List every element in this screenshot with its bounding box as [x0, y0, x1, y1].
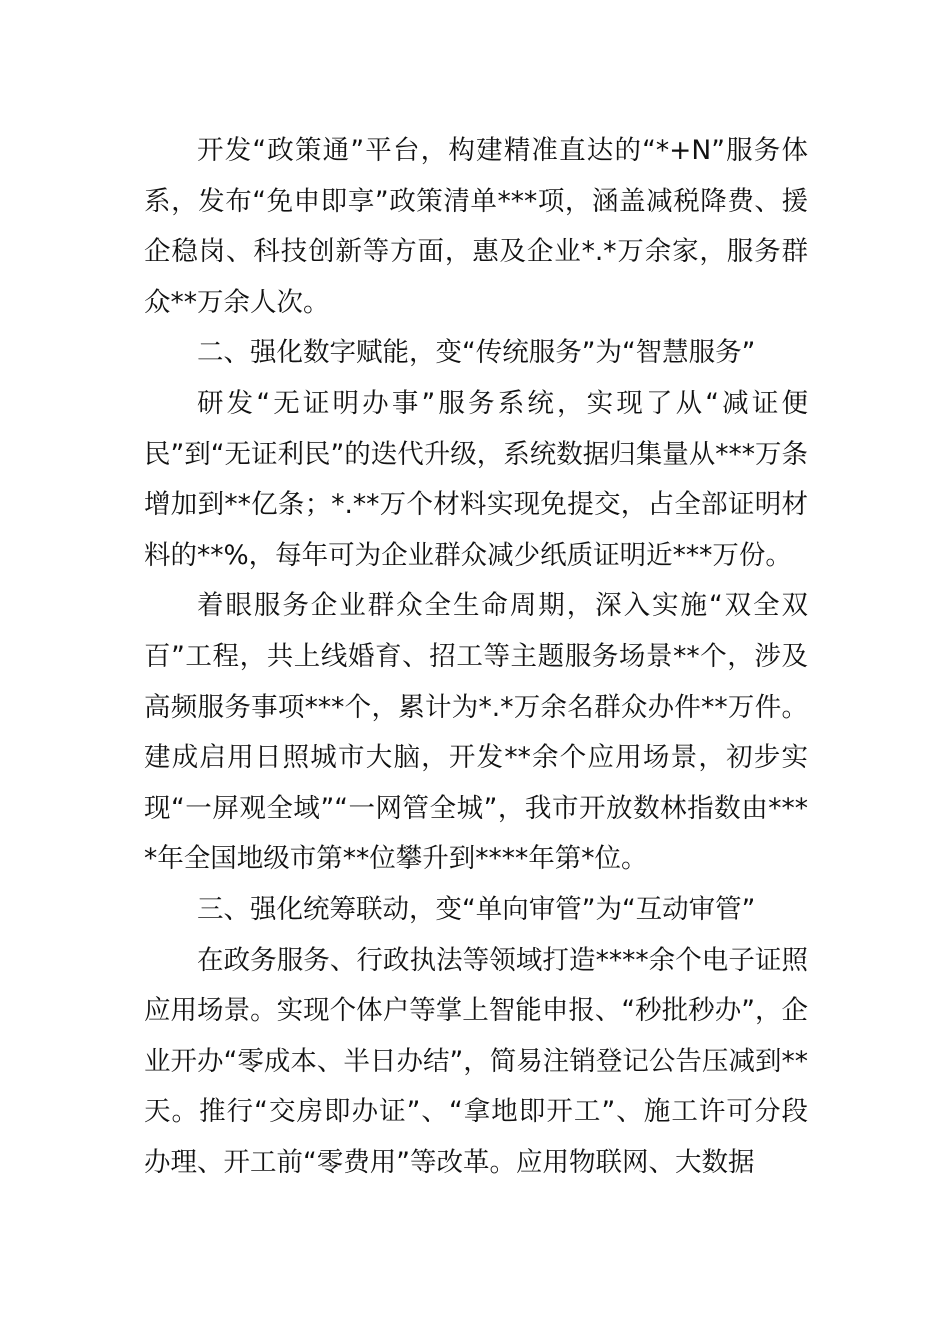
section-heading-coordination: 三、强化统筹联动，变“单向审管”为“互动审管” [197, 893, 756, 925]
paragraph-lifecycle-services: 着眼服务企业群众全生命周期，深入实施“双全双百”工程，共上线婚育、招工等主题服务场景**个，涉及高频服务事项***个，累计为*.*万余名群众办件**万件。建成启用日照城市大脑，开发**余个应用场景，初步实现“一屏观全域”“一网管全城”，我市开放数林指数由****年全国地级市第**位攀升到****年第*位。 [144, 590, 808, 875]
paragraph-no-certificate-system: 研发“无证明办事”服务系统，实现了从“减证便民”到“无证利民”的迭代升级，系统数据归集量从***万条增加到**亿条；*.**万个材料实现免提交，占全部证明材料的**%，每年可为企业群众减少纸质证明近***万份。 [144, 387, 808, 571]
document-body [144, 126, 808, 1188]
paragraph-policy-platform: 开发“政策通”平台，构建精准直达的“*+N”服务体系，发布“免申即享”政策清单***项，涵盖减税降费、援企稳岗、科技创新等方面，惠及企业*.*万余家，服务群众**万余人次。 [144, 135, 808, 318]
paragraph-e-license-scenarios: 在政务服务、行政执法等领域打造****余个电子证照应用场景。实现个体户等掌上智能申报、“秒批秒办”，企业开办“零成本、半日办结”，简易注销登记公告压减到**天。推行“交房即办证”、“拿地即开工”、施工许可分段办理、开工前“零费用”等改革。应用物联网、大数据 [144, 944, 808, 1178]
section-heading-digital-empowerment: 二、强化数字赋能，变“传统服务”为“智慧服务” [197, 337, 756, 369]
